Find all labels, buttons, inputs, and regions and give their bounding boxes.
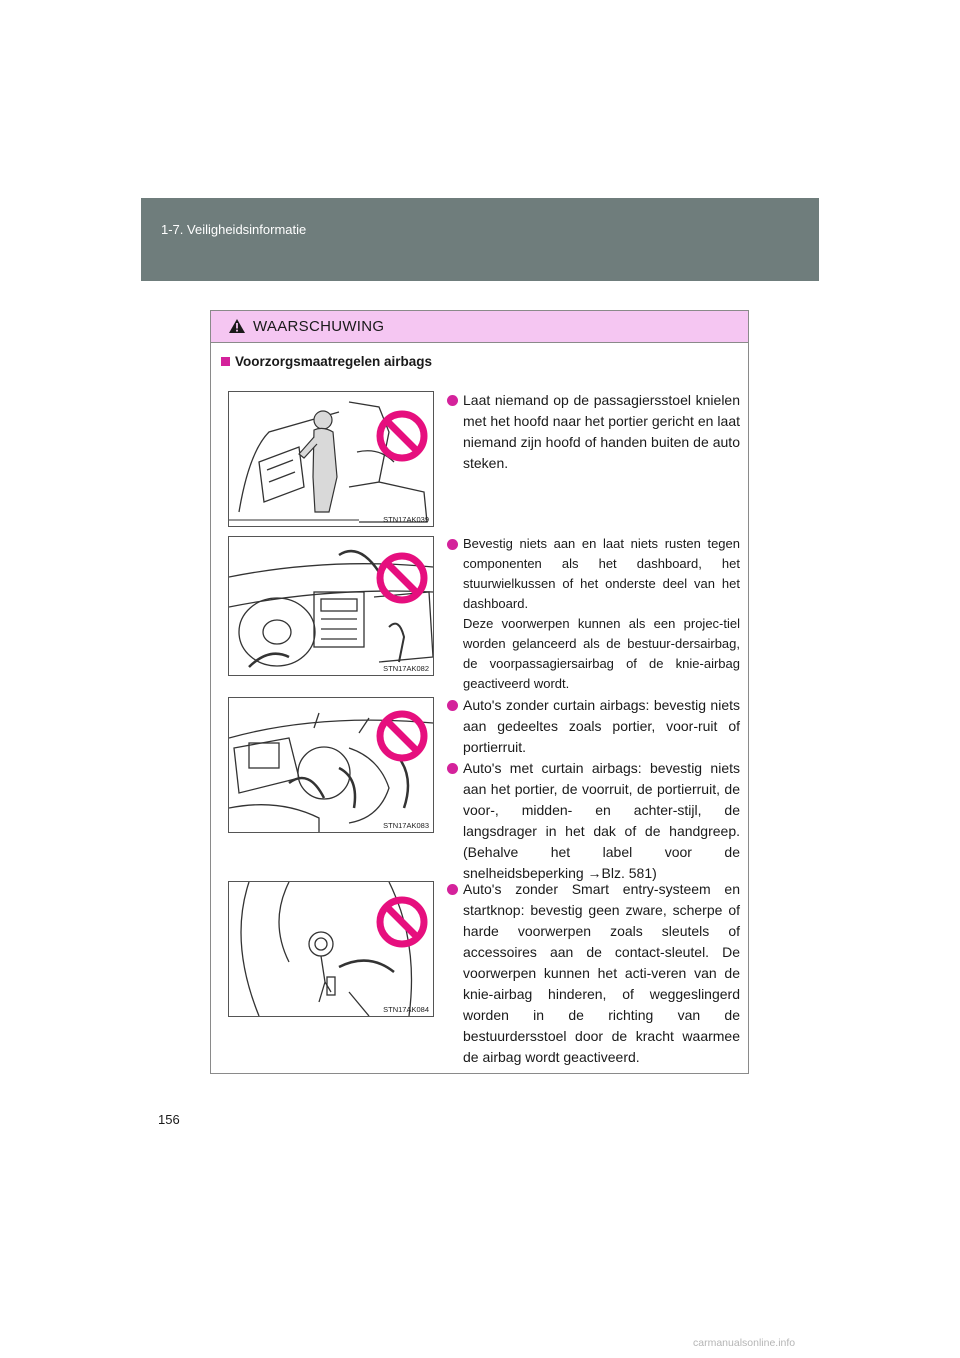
round-bullet-icon bbox=[447, 763, 458, 774]
no-entry-sign-icon bbox=[376, 896, 428, 948]
no-entry-sign-icon bbox=[376, 410, 428, 462]
bullet-item: Auto's met curtain airbags: bevestig niets aan het portier, de voorruit, de portierruit, de voor-, midden- en achter-stijl, de langsdrager in het dak of de handgreep. (Behalve het label voor de snelheidsbeperking →Blz. 581) bbox=[447, 758, 740, 884]
section-header-band bbox=[141, 198, 819, 281]
round-bullet-icon bbox=[447, 395, 458, 406]
bullet-item: Laat niemand op de passagiersstoel knielen met het hoofd naar het portier gericht en laat niemand zijn hoofd of handen buiten de auto steken. bbox=[447, 390, 740, 474]
round-bullet-icon bbox=[447, 700, 458, 711]
page-number: 156 bbox=[158, 1112, 180, 1127]
illustration-dashboard bbox=[228, 536, 434, 676]
illustration-ignition-key bbox=[228, 881, 434, 1017]
section-heading bbox=[221, 354, 432, 369]
warning-label: WAARSCHUWING bbox=[253, 318, 385, 335]
round-bullet-icon bbox=[447, 884, 458, 895]
round-bullet-icon bbox=[447, 539, 458, 550]
bullet-item: Auto's zonder Smart entry-systeem en startknop: bevestig geen zware, scherpe of harde voorwerpen zoals sleutels of accessoires aan de contact-sleutel. De voorwerpen kunnen het acti-veren van de knie-airbag hinderen, of weggeslingerd worden in de richting van de bestuurdersstoel door de kracht waarmee de airbag wordt geactiveerd. bbox=[447, 879, 740, 1068]
watermark: carmanualsonline.info bbox=[693, 1337, 796, 1349]
warning-triangle-icon bbox=[228, 318, 246, 334]
illustration-code: STN17AK082 bbox=[383, 664, 429, 673]
illustration-interior-pillars bbox=[228, 697, 434, 833]
square-bullet-icon bbox=[221, 357, 230, 366]
section-heading-text: Voorzorgsmaatregelen airbags bbox=[235, 354, 433, 369]
illustration-code: STN17AK039 bbox=[383, 515, 429, 524]
no-entry-sign-icon bbox=[376, 552, 428, 604]
illustration-code: STN17AK084 bbox=[383, 1005, 429, 1014]
bullet-item: Auto's zonder curtain airbags: bevestig niets aan gedeeltes zoals portier, voor-ruit of portierruit. bbox=[447, 695, 740, 758]
warning-header bbox=[211, 311, 748, 343]
warning-box bbox=[210, 310, 749, 1074]
illustration-passenger-kneeling bbox=[228, 391, 434, 527]
section-title: 1-7. Veiligheidsinformatie bbox=[161, 222, 307, 237]
no-entry-sign-icon bbox=[376, 710, 428, 762]
illustration-code: STN17AK083 bbox=[383, 821, 429, 830]
bullet-item: Bevestig niets aan en laat niets rusten tegen componenten als het dashboard, het stuurwielkussen of het onderste deel van het dashboard. Deze voorwerpen kunnen als een projec-tiel worden gelanceerd als de bestuur-dersairbag, de voorpassagiersairbag of de knie-airbag geactiveerd wordt. bbox=[447, 534, 740, 694]
